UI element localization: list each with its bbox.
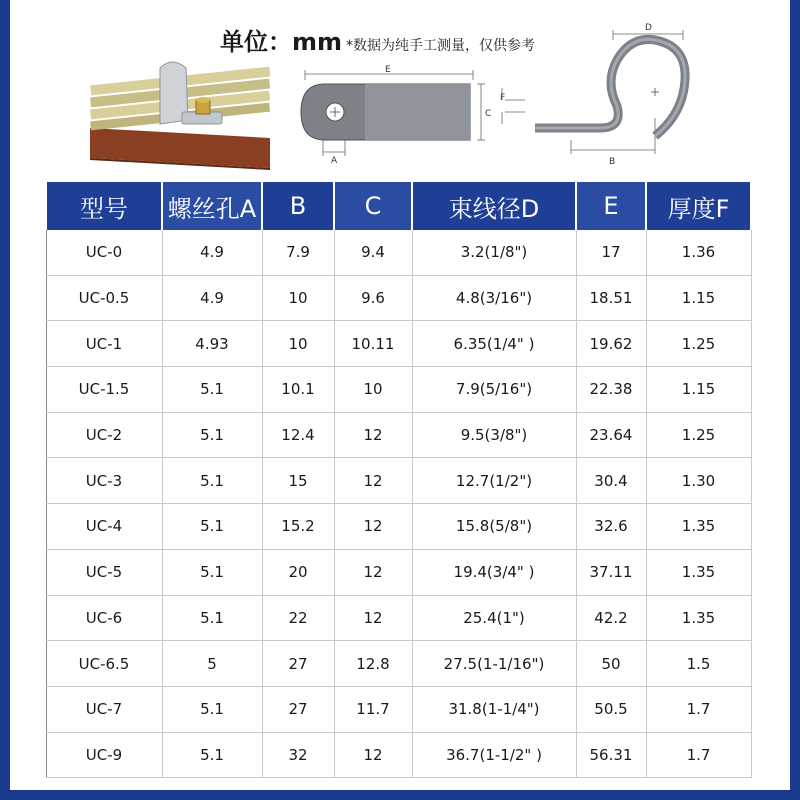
cell-model: UC-4 xyxy=(46,504,162,550)
cell-b: 20 xyxy=(262,549,334,595)
cell-e: 32.6 xyxy=(576,504,646,550)
label-f: F xyxy=(500,93,506,103)
label-c: C xyxy=(485,109,492,119)
cell-screw-hole-a: 5.1 xyxy=(162,549,262,595)
label-a: A xyxy=(331,156,338,166)
cell-c: 12 xyxy=(334,732,412,778)
cell-b: 7.9 xyxy=(262,230,334,275)
table-header-row xyxy=(46,182,751,230)
cell-bundle-diameter-d: 36.7(1-1/2" ) xyxy=(412,732,576,778)
cell-screw-hole-a: 5.1 xyxy=(162,367,262,413)
cell-thickness-f: 1.35 xyxy=(646,549,751,595)
cell-model: UC-0.5 xyxy=(46,275,162,321)
cell-screw-hole-a: 4.93 xyxy=(162,321,262,367)
table-row xyxy=(46,275,751,321)
measurement-note: *数据为纯手工测量，仅供参考 xyxy=(346,38,536,54)
cell-c: 12 xyxy=(334,595,412,641)
label-e: E xyxy=(385,65,391,75)
table-row xyxy=(46,367,751,413)
table-row xyxy=(46,595,751,641)
cell-bundle-diameter-d: 12.7(1/2") xyxy=(412,458,576,504)
cell-b: 10.1 xyxy=(262,367,334,413)
product-photo xyxy=(90,58,270,168)
table-row xyxy=(46,504,751,550)
cell-thickness-f: 1.7 xyxy=(646,686,751,732)
cell-bundle-diameter-d: 19.4(3/4" ) xyxy=(412,549,576,595)
table-row xyxy=(46,321,751,367)
header-e: E xyxy=(576,182,646,230)
cell-model: UC-2 xyxy=(46,412,162,458)
table-row xyxy=(46,686,751,732)
table-row xyxy=(46,230,751,275)
cell-c: 10.11 xyxy=(334,321,412,367)
cell-bundle-diameter-d: 7.9(5/16") xyxy=(412,367,576,413)
cell-e: 37.11 xyxy=(576,549,646,595)
header-model: 型号 xyxy=(46,182,162,230)
cell-c: 11.7 xyxy=(334,686,412,732)
header-screw-hole-a: 螺丝孔A xyxy=(162,182,262,230)
flat-dimension-diagram xyxy=(295,60,506,170)
cell-screw-hole-a: 5.1 xyxy=(162,732,262,778)
table-row xyxy=(46,641,751,687)
cell-e: 22.38 xyxy=(576,367,646,413)
cell-e: 19.62 xyxy=(576,321,646,367)
cell-thickness-f: 1.36 xyxy=(646,230,751,275)
cell-e: 30.4 xyxy=(576,458,646,504)
cell-b: 15.2 xyxy=(262,504,334,550)
cell-b: 27 xyxy=(262,686,334,732)
cell-c: 12 xyxy=(334,412,412,458)
cell-model: UC-0 xyxy=(46,230,162,275)
cell-screw-hole-a: 5.1 xyxy=(162,504,262,550)
cell-screw-hole-a: 5.1 xyxy=(162,595,262,641)
cell-screw-hole-a: 5.1 xyxy=(162,412,262,458)
cell-model: UC-6.5 xyxy=(46,641,162,687)
cell-bundle-diameter-d: 31.8(1-1/4") xyxy=(412,686,576,732)
spec-table xyxy=(45,182,752,778)
cell-model: UC-9 xyxy=(46,732,162,778)
cell-thickness-f: 1.5 xyxy=(646,641,751,687)
cell-c: 12 xyxy=(334,504,412,550)
cell-thickness-f: 1.35 xyxy=(646,504,751,550)
cell-e: 18.51 xyxy=(576,275,646,321)
cell-screw-hole-a: 5.1 xyxy=(162,458,262,504)
cell-e: 23.64 xyxy=(576,412,646,458)
cell-thickness-f: 1.15 xyxy=(646,367,751,413)
cell-b: 22 xyxy=(262,595,334,641)
cell-bundle-diameter-d: 25.4(1") xyxy=(412,595,576,641)
cell-c: 12.8 xyxy=(334,641,412,687)
cell-b: 27 xyxy=(262,641,334,687)
header-c: C xyxy=(334,182,412,230)
cell-b: 15 xyxy=(262,458,334,504)
table-row xyxy=(46,412,751,458)
board xyxy=(90,128,270,168)
cell-model: UC-3 xyxy=(46,458,162,504)
frame-left-border xyxy=(0,0,10,800)
table-row xyxy=(46,549,751,595)
cell-c: 9.4 xyxy=(334,230,412,275)
table-row xyxy=(46,732,751,778)
cell-e: 42.2 xyxy=(576,595,646,641)
cell-screw-hole-a: 4.9 xyxy=(162,275,262,321)
cell-bundle-diameter-d: 15.8(5/8") xyxy=(412,504,576,550)
cell-screw-hole-a: 5 xyxy=(162,641,262,687)
cell-b: 10 xyxy=(262,275,334,321)
cell-thickness-f: 1.25 xyxy=(646,412,751,458)
cell-c: 9.6 xyxy=(334,275,412,321)
cell-screw-hole-a: 5.1 xyxy=(162,686,262,732)
cell-model: UC-7 xyxy=(46,686,162,732)
header-b: B xyxy=(262,182,334,230)
cell-model: UC-6 xyxy=(46,595,162,641)
cell-c: 12 xyxy=(334,549,412,595)
cell-screw-hole-a: 4.9 xyxy=(162,230,262,275)
cell-e: 50.5 xyxy=(576,686,646,732)
cell-model: UC-1.5 xyxy=(46,367,162,413)
cell-bundle-diameter-d: 6.35(1/4" ) xyxy=(412,321,576,367)
label-b: B xyxy=(609,157,616,167)
cell-thickness-f: 1.7 xyxy=(646,732,751,778)
cell-thickness-f: 1.15 xyxy=(646,275,751,321)
cell-model: UC-5 xyxy=(46,549,162,595)
frame-bottom-border xyxy=(0,790,800,800)
cell-bundle-diameter-d: 3.2(1/8") xyxy=(412,230,576,275)
cell-e: 56.31 xyxy=(576,732,646,778)
frame-right-border xyxy=(790,0,800,800)
cell-thickness-f: 1.30 xyxy=(646,458,751,504)
cell-model: UC-1 xyxy=(46,321,162,367)
clamp-profile-diagram xyxy=(505,18,695,168)
cell-b: 10 xyxy=(262,321,334,367)
cell-e: 50 xyxy=(576,641,646,687)
cell-bundle-diameter-d: 27.5(1-1/16") xyxy=(412,641,576,687)
cell-c: 12 xyxy=(334,458,412,504)
label-d: D xyxy=(645,23,652,33)
table-row xyxy=(46,458,751,504)
cell-b: 12.4 xyxy=(262,412,334,458)
header-bundle-diameter-d: 束线径D xyxy=(412,182,576,230)
cell-bundle-diameter-d: 9.5(3/8") xyxy=(412,412,576,458)
cell-thickness-f: 1.35 xyxy=(646,595,751,641)
cell-thickness-f: 1.25 xyxy=(646,321,751,367)
cell-c: 10 xyxy=(334,367,412,413)
unit-caption xyxy=(220,22,535,57)
cell-e: 17 xyxy=(576,230,646,275)
cell-bundle-diameter-d: 4.8(3/16") xyxy=(412,275,576,321)
spec-table-container xyxy=(45,182,750,778)
header-thickness-f: 厚度F xyxy=(646,182,751,230)
cell-b: 32 xyxy=(262,732,334,778)
unit-label: 单位：mm xyxy=(220,28,343,56)
